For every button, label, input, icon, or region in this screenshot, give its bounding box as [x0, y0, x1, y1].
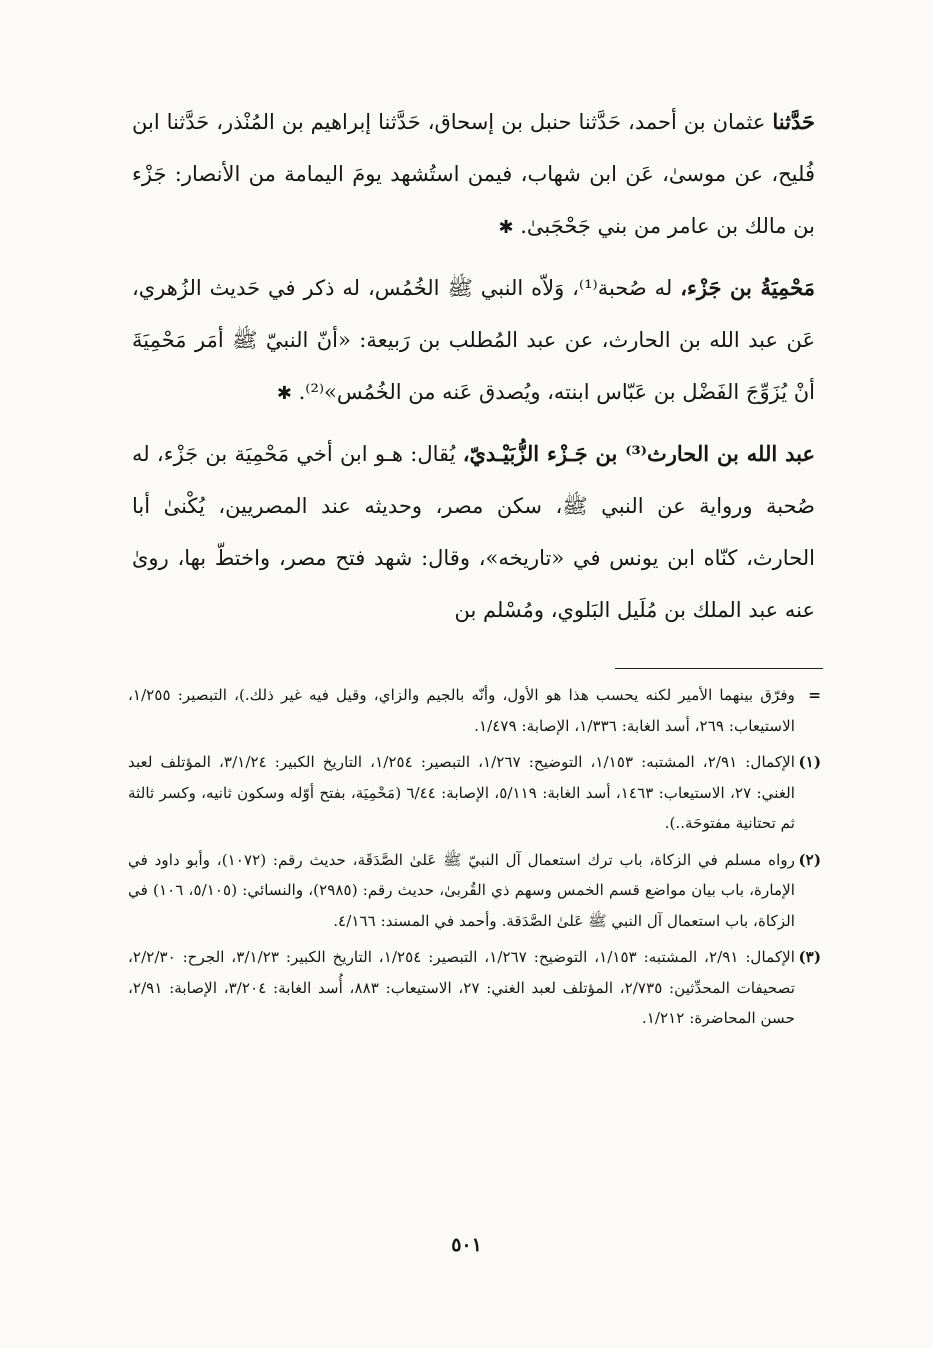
paragraph-mahmiya-ibn-jaz	[132, 262, 815, 420]
footnote-text: وفرّق بينهما الأمير لكنه يحسب هذا هو الأول، وأنّه بالجيم والزاي، وقيل فيه غير ذلك.)، التبصير: ١/٢٥٥، الاستيعاب: ٢٦٩، أسد الغابة: ١/٣٣٦، الإصابة: ١/٤٧٩.	[128, 686, 795, 735]
paragraph-body: له صُحبة⁽¹⁾، وَلاّه النبي ﷺ الخُمُس، له ذكر في حَديث الزُهري، عَن عبد الله بن الحارث، عن عبد المُطلب بن رَبيعة: «أنّ النبيّ ﷺ أمَر مَحْمِيَةَ أنْ يُزَوِّجَ الفَضْل بن عَبّاس ابنته، ويُصدق عَنه من الخُمُس»⁽²⁾.	[132, 276, 815, 404]
paragraph-lead: حَدَّثنا	[772, 109, 815, 134]
footnotes	[128, 680, 821, 1040]
asterisk-marker: ✱	[498, 217, 514, 238]
paragraph-abdullah-ibn-alharith	[132, 428, 815, 636]
footnote-text: الإكمال: ٢/٩١، المشتبه: ١/١٥٣، التوضيح: ١/٢٦٧، التبصير: ١/٢٥٤، التاريخ الكبير: ٣/١/٢٤، المؤتلف لعبد الغني: ٢٧، الاستيعاب: ١٤٦٣، أسد الغابة: ٥/١١٩، الإصابة: ٦/٤٤ (مَحْمِيَة، بفتح أوّله وسكون ثانيه، وكسر ثالثة ثم تحتانية مفتوحَة..).	[128, 753, 796, 832]
footnote-number: (٣)	[798, 948, 821, 966]
main-text	[132, 96, 815, 644]
footnote-separator	[615, 668, 823, 669]
footnote-number: (٢)	[798, 850, 821, 869]
footnote-3	[128, 942, 821, 1034]
paragraph-body: عثمان بن أحمد، حَدَّثنا حنبل بن إسحاق، حَدَّثنا إبراهيم بن المُنْذر، حَدَّثنا ابن فُليح، عن موسىٰ، عَن ابن شهاب، فيمن استُشهد يومَ اليمامة من الأنصار: جَزْء بن مالك بن عامر من بني جَحْجَبىٰ.	[132, 110, 815, 238]
asterisk-marker: ✱	[276, 383, 292, 404]
page-number: ٥٠١	[451, 1234, 482, 1256]
footnote-number: =	[808, 686, 821, 704]
paragraph-jaz-ibn-malik	[132, 96, 815, 254]
paragraph-body: يُقال: هـو ابن أخي مَحْمِيَة بن جَزْء، له صُحبة ورواية عن النبي ﷺ، سكن مصر، وحديثه عند المصريين، يُكْنىٰ أبا الحارث، كنّاه ابن يونس في «تاريخه»، وقال: شهد فتح مصر، واختطّ بها، روىٰ عنه عبد الملك بن مُلَيل البَلوي، ومُسْلم بن	[132, 442, 815, 622]
footnote-1	[128, 747, 821, 839]
footnote-text: الإكمال: ٢/٩١، المشتبه: ١/١٥٣، التوضيح: ١/٢٦٧، التبصير: ١/٢٥٤، التاريخ الكبير: ٣/١/٢٣، الجرح: ٢/٢/٣٠، تصحيفات المحدِّثين: ٢/٧٣٥، المؤتلف لعبد الغني: ٢٧، الاستيعاب: ٨٨٣، أُسد الغابة: ٣/٢٠٤، الإصابة: ٢/٩١، حسن المحاضرة: ١/٢١٢.	[128, 948, 795, 1027]
footnote-continuation	[128, 680, 821, 741]
footnote-number: (١)	[798, 753, 821, 771]
paragraph-lead: عبد الله بن الحارث⁽³⁾ بن جَـزْء الزُّبَيْـديّ،	[462, 441, 815, 466]
footnote-text: رواه مسلم في الزكاة، باب ترك استعمال آل النبيّ ﷺ عَلىٰ الصَّدَقَة، حديث رقم: (١٠٧٢)، وأبو داود في الإمارة، باب بيان مواضع قسم الخمس وسهم ذي القُربىٰ، حديث رقم: (٢٩٨٥)، والنسائي: (٥/١٠٥، ١٠٦) في الزكاة، باب استعمال آل النبي ﷺ عَلىٰ الصَّدَقة. وأحمد في المسند: ٤/١٦٦.	[128, 850, 796, 930]
paragraph-lead: مَحْمِيَةُ بن جَزْء،	[680, 275, 815, 300]
footnote-2	[128, 845, 821, 937]
